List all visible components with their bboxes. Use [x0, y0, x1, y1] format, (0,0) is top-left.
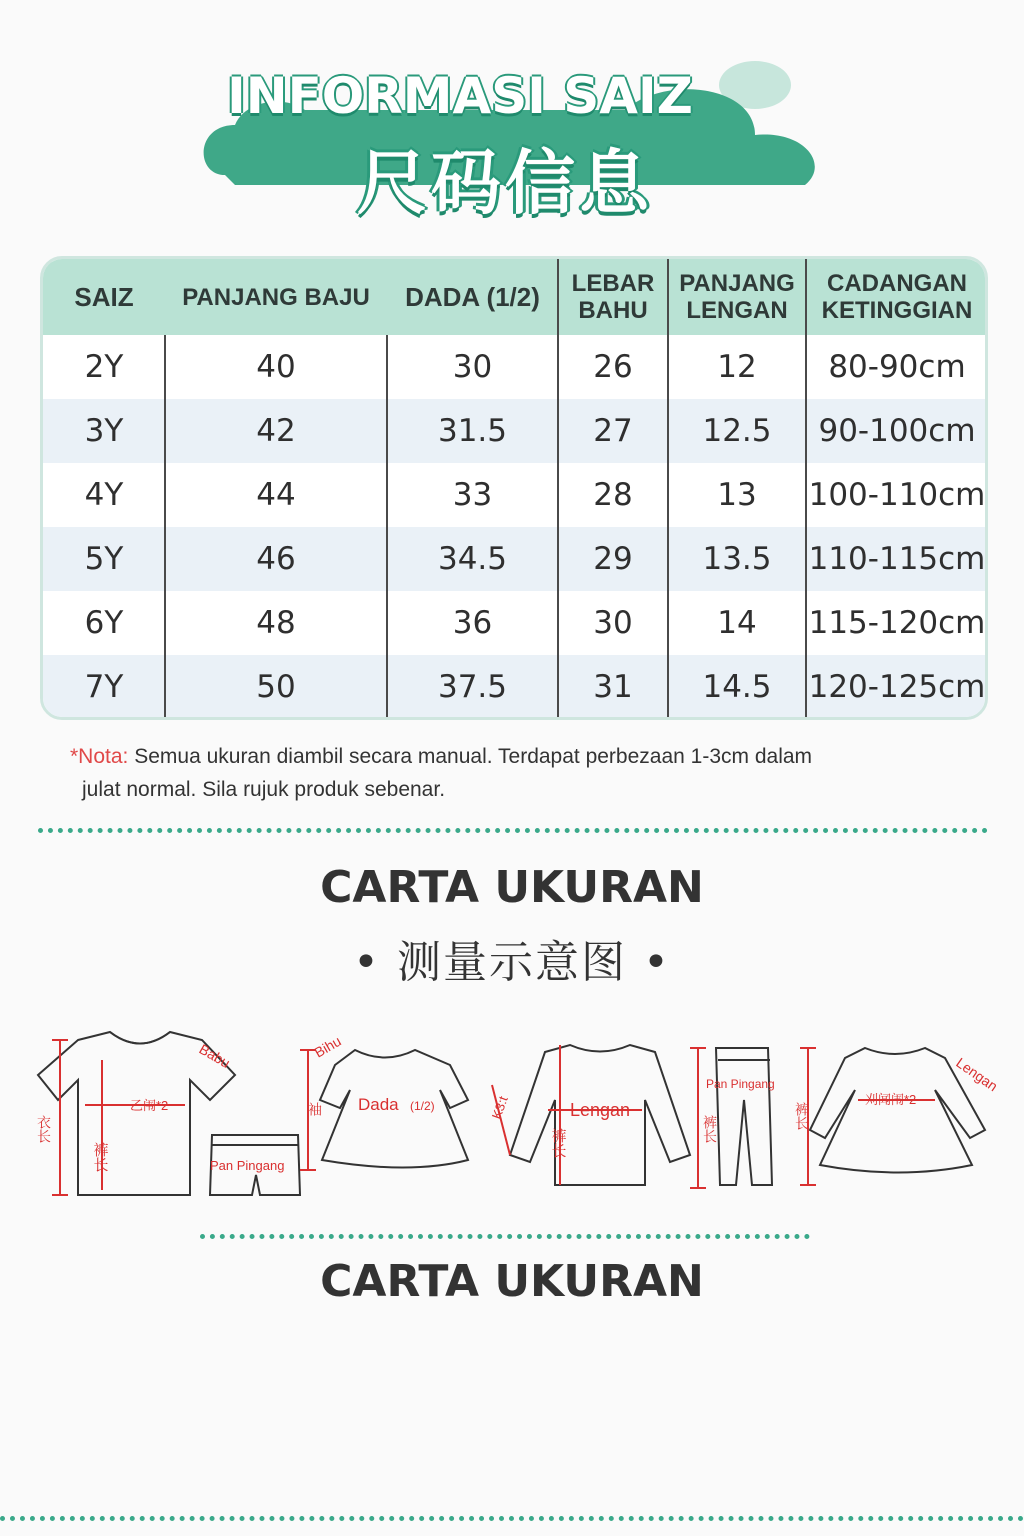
dotted-divider — [0, 1516, 1024, 1521]
long-sleeve-diagram — [489, 1045, 690, 1185]
table-row — [43, 335, 985, 399]
label-dada-half: (1/2) — [410, 1099, 435, 1113]
label-pan-pingang2: Pan Pingang — [706, 1077, 775, 1091]
cell-ketinggian: 90-100cm — [818, 413, 976, 449]
title-banner — [195, 55, 835, 224]
cell-panjang-baju: 44 — [256, 477, 296, 513]
cell-ketinggian: 115-120cm — [808, 605, 986, 641]
cell-dada: 36 — [452, 605, 493, 641]
header-cadangan-ketinggian — [806, 259, 988, 335]
label-kuchang4: 裤长 — [794, 1102, 810, 1130]
cell-saiz: 7Y — [84, 669, 124, 705]
label-xiongwei: 乙闱*2 — [130, 1098, 169, 1113]
cell-panjang-lengan: 13 — [717, 477, 757, 513]
column-divider — [557, 259, 559, 717]
cell-dada: 34.5 — [437, 541, 508, 577]
cell-saiz: 5Y — [84, 541, 124, 577]
cell-lebar-bahu: 29 — [593, 541, 633, 577]
cell-ketinggian: 100-110cm — [808, 477, 986, 513]
table-row — [43, 463, 985, 527]
shorts-diagram — [210, 1135, 300, 1195]
cell-panjang-lengan: 14.5 — [702, 669, 772, 705]
cell-lebar-bahu: 31 — [593, 669, 633, 705]
header-saiz: SAIZ — [74, 281, 134, 312]
tshirt-diagram — [36, 1032, 235, 1195]
cell-panjang-baju: 42 — [256, 413, 296, 449]
label-xiu: 袖 — [307, 1102, 323, 1116]
note-line1: Semua ukuran diambil secara manual. Terdapat perbezaan 1-3cm dalam — [128, 745, 813, 768]
header-panjang-lengan — [668, 259, 806, 335]
cell-dada: 31.5 — [437, 413, 508, 449]
label-dada: Dada — [358, 1095, 399, 1114]
cell-panjang-lengan: 12.5 — [702, 413, 772, 449]
cell-panjang-baju: 50 — [256, 669, 296, 705]
column-divider — [667, 259, 669, 717]
column-divider — [164, 335, 166, 720]
cell-ketinggian: 120-125cm — [808, 669, 986, 705]
label-lengan: Lengan — [570, 1100, 631, 1120]
label-xiongwei2: 刈闻闱*2 — [865, 1092, 917, 1107]
cell-panjang-baju: 48 — [256, 605, 296, 641]
size-table — [40, 256, 988, 720]
label-kuchang3: 裤长 — [702, 1115, 718, 1143]
measurement-diagrams — [30, 1030, 1010, 1210]
label-pan-pingang: Pan Pingang — [210, 1158, 285, 1173]
chart-subtitle: • 测量示意图 • — [353, 937, 671, 988]
label-lengan2: Lengan — [953, 1054, 1001, 1095]
cell-saiz: 2Y — [84, 349, 124, 385]
cell-panjang-lengan: 13.5 — [702, 541, 772, 577]
table-header — [43, 259, 985, 335]
header-dada: DADA (1/2) — [405, 281, 540, 312]
cell-lebar-bahu: 27 — [593, 413, 633, 449]
table-row — [43, 527, 985, 591]
note-line2: julat normal. Sila rujuk produk sebenar. — [82, 778, 446, 801]
header-lebar-bahu-line1: LEBAR — [571, 270, 655, 297]
note-label: *Nota: — [70, 745, 129, 768]
label-kuchang: 裤长 — [91, 1142, 109, 1172]
blouse-diagram — [300, 1033, 468, 1170]
header-cadangan-line2: KETINGGIAN — [821, 297, 973, 324]
cell-ketinggian: 110-115cm — [808, 541, 986, 577]
size-note — [70, 740, 950, 806]
header-cadangan-line1: CADANGAN — [827, 270, 967, 297]
dotted-divider — [200, 1234, 810, 1239]
cell-panjang-lengan: 14 — [717, 605, 757, 641]
cell-saiz: 6Y — [84, 605, 124, 641]
cell-ketinggian: 80-90cm — [828, 349, 966, 385]
cell-dada: 30 — [452, 349, 493, 385]
column-divider — [386, 335, 388, 720]
column-divider — [805, 259, 807, 717]
cell-dada: 33 — [452, 477, 493, 513]
label-babu: Babu — [196, 1040, 233, 1071]
label-yichang: 衣长 — [36, 1115, 52, 1143]
banner-subtitle: 尺码信息 — [357, 142, 653, 224]
footer-title: CARTA UKURAN — [320, 1256, 704, 1307]
pants-diagram — [690, 1048, 775, 1188]
header-lebar-bahu — [558, 259, 668, 335]
label-kuchang2: 裤长 — [549, 1128, 567, 1158]
label-bihu: Bihu — [311, 1032, 344, 1061]
header-lebar-bahu-line2: BAHU — [578, 297, 648, 324]
cell-lebar-bahu: 26 — [593, 349, 633, 385]
cell-panjang-baju: 40 — [256, 349, 296, 385]
cell-dada: 37.5 — [437, 669, 508, 705]
chart-title: CARTA UKURAN — [320, 862, 704, 913]
table-row — [43, 591, 985, 655]
cell-saiz: 4Y — [84, 477, 124, 513]
label-kou: K3:t — [488, 1094, 511, 1122]
header-panjang-lengan-line2: LENGAN — [686, 297, 788, 324]
cell-lebar-bahu: 30 — [593, 605, 633, 641]
dotted-divider — [38, 828, 988, 833]
cell-panjang-baju: 46 — [256, 541, 296, 577]
cell-panjang-lengan: 12 — [717, 349, 757, 385]
banner-title: INFORMASI SAIZ — [227, 67, 693, 125]
header-panjang-lengan-line1: PANJANG — [679, 270, 795, 297]
cell-saiz: 3Y — [84, 413, 124, 449]
dress-diagram — [794, 1048, 1001, 1185]
table-row — [43, 399, 985, 463]
cell-lebar-bahu: 28 — [593, 477, 633, 513]
table-row — [43, 655, 985, 719]
header-panjang-baju: PANJANG BAJU — [182, 283, 370, 311]
